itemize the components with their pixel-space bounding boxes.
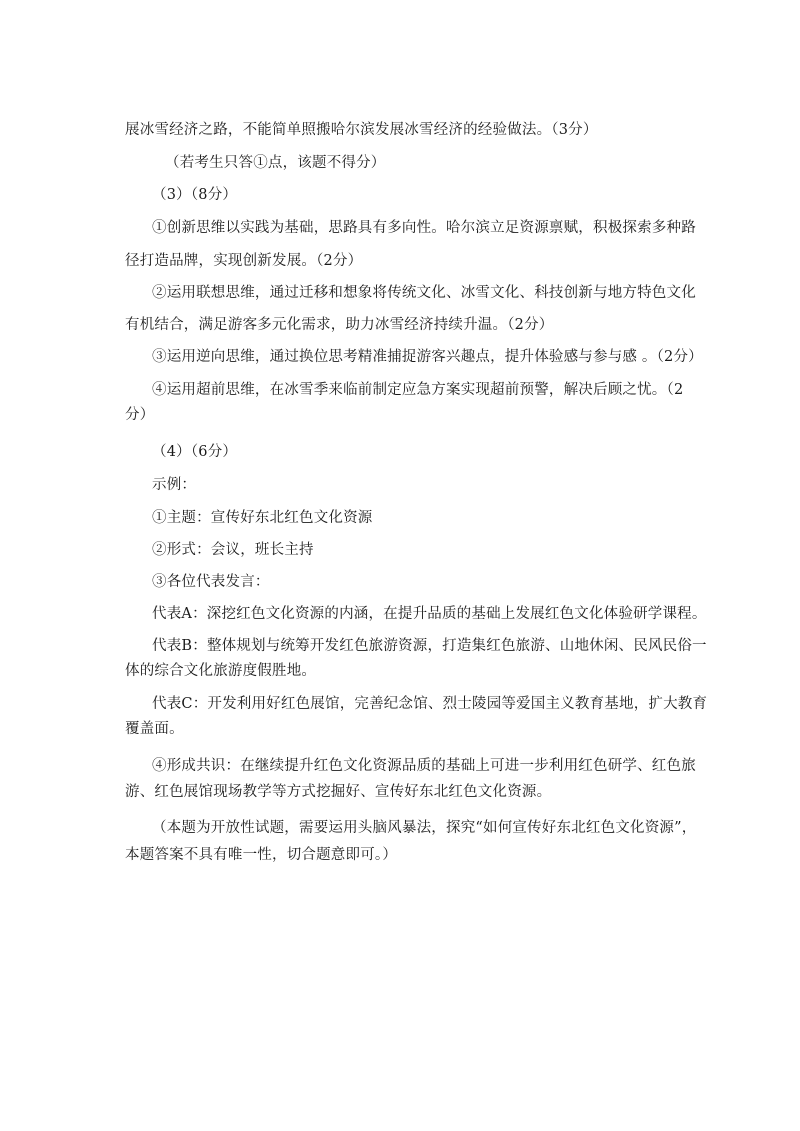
text-line: ②形式：会议，班长主持 [152, 542, 314, 558]
text-line: 本题答案不具有唯一性，切合题意即可。） [125, 847, 398, 863]
text-line: 展冰雪经济之路，不能简单照搬哈尔滨发展冰雪经济的经验做法。（3分） [125, 122, 598, 138]
text-line: ③运用逆向思维，通过换位思考精准捕捉游客兴趣点，提升体验感与参与感 。（2分） [152, 349, 703, 365]
text-line: ③各位代表发言： [152, 574, 270, 590]
text-line: ④运用超前思维，在冰雪季来临前制定应急方案实现超前预警，解决后顾之忧。（2 [152, 382, 684, 398]
section-heading: （3）（8分） [152, 187, 238, 203]
text-line: 径打造品牌，实现创新发展。（2分） [125, 253, 363, 269]
text-line: 体的综合文化旅游度假胜地。 [125, 663, 317, 679]
text-line: 代表C：开发利用好红色展馆，完善纪念馆、烈士陵园等爱国主义教育基地，扩大教育 [152, 696, 708, 712]
text-line: （若考生只答①点，该题不得分） [165, 155, 386, 171]
text-line: 覆盖面。 [125, 721, 184, 737]
text-line: ①主题：宣传好东北红色文化资源 [152, 510, 373, 526]
text-line: ④形成共识：在继续提升红色文化资源品质的基础上可进一步利用红色研学、红色旅 [152, 758, 696, 774]
text-line: 游、红色展馆现场教学等方式挖掘好、宣传好东北红色文化资源。 [125, 784, 552, 800]
text-line: 示例： [152, 477, 197, 493]
text-line: （本题为开放性试题，需要运用头脑风暴法，探究“如何宣传好东北红色文化资源”， [152, 820, 697, 836]
text-line: ②运用联想思维，通过迁移和想象将传统文化、冰雪文化、科技创新与地方特色文化 [152, 285, 696, 301]
text-line: ①创新思维以实践为基础，思路具有多向性。哈尔滨立足资源禀赋，积极探索多种路 [152, 220, 696, 236]
text-line: 代表A：深挖红色文化资源的内涵，在提升品质的基础上发展红色文化体验研学课程。 [152, 606, 707, 622]
text-line: 有机结合，满足游客多元化需求，助力冰雪经济持续升温。（2分） [125, 317, 554, 333]
text-line: 分） [125, 407, 155, 423]
text-line: 代表B：整体规划与统筹开发红色旅游资源，打造集红色旅游、山地休闲、民风民俗一 [152, 638, 707, 654]
section-heading: （4）（6分） [152, 444, 238, 460]
